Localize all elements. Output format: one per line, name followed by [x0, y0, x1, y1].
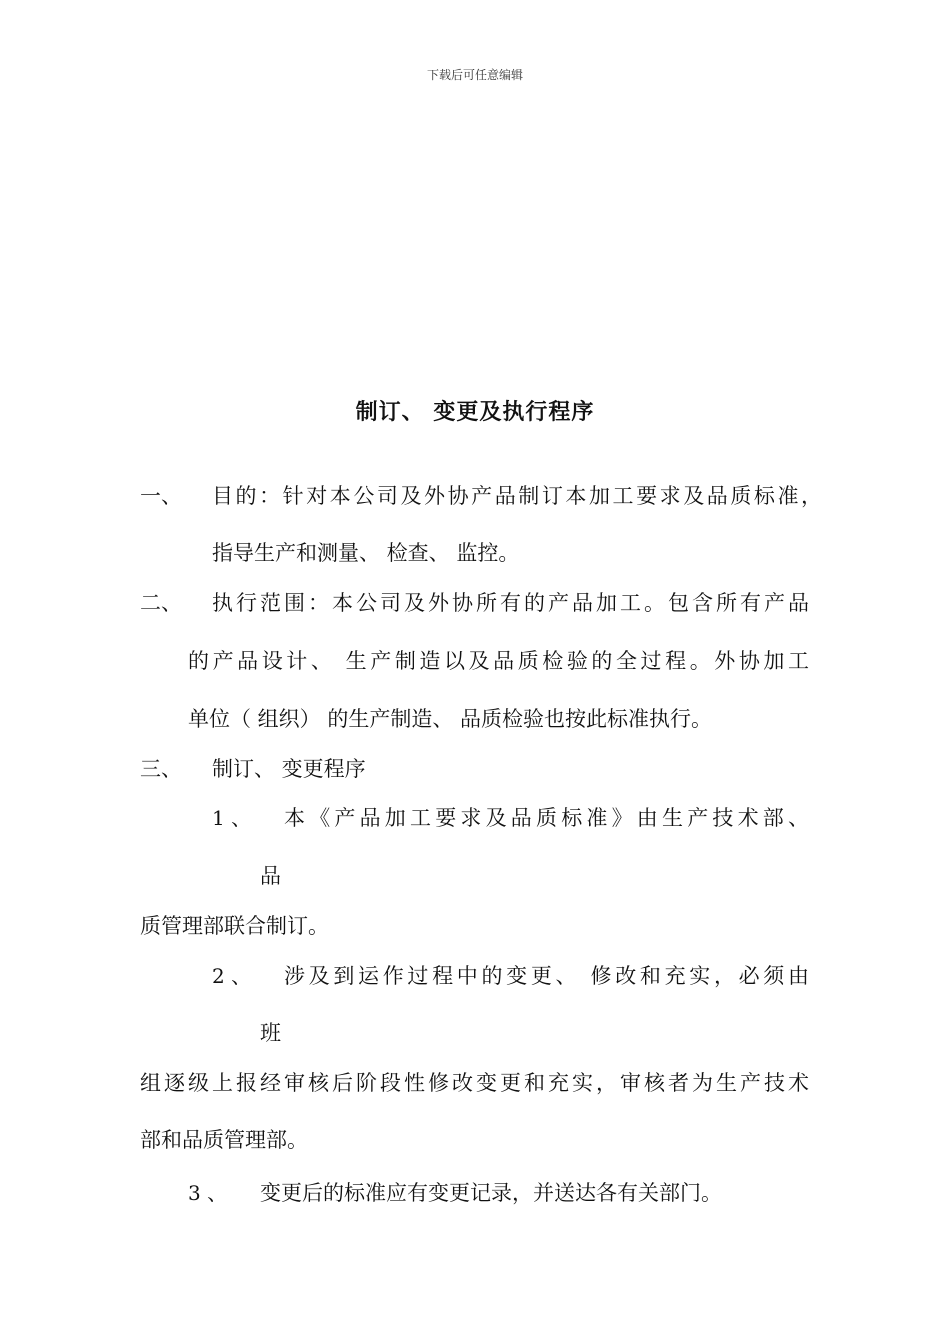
section-2-marker: 二、: [140, 591, 182, 615]
item-2-line-2: 班: [260, 1021, 281, 1045]
item-1-number: 1 、: [212, 806, 252, 830]
item-3-number: 3 、: [188, 1181, 228, 1205]
item-2-line-3: 组逐级上报经审核后阶段性修改变更和充实，审核者为生产技术: [140, 1071, 809, 1095]
item-2-number: 2 、: [212, 964, 252, 988]
section-2-line-3: 单位（ 组织） 的生产制造、 品质检验也按此标准执行。: [188, 707, 713, 731]
section-1-line-2: 指导生产和测量、 检查、 监控。: [212, 541, 520, 565]
section-1-marker: 一、: [140, 484, 182, 508]
section-2-line-2: 的产品设计、 生产制造以及品质检验的全过程。外协加工: [188, 649, 809, 673]
document-title: 制订、 变更及执行程序: [355, 400, 595, 425]
section-1-line-1: 目的：针对本公司及外协产品制订本加工要求及品质标准，: [212, 484, 822, 508]
item-2-line-4: 部和品质管理部。: [140, 1128, 308, 1152]
section-3-heading: 制订、 变更程序: [212, 757, 366, 781]
section-3-marker: 三、: [140, 757, 182, 781]
item-2-line-1: 涉及到运作过程中的变更、 修改和充实，必须由: [284, 964, 809, 988]
item-1-line-1: 本《产品加工要求及品质标准》由生产技术部、: [284, 806, 809, 830]
header-note: 下载后可任意编辑: [426, 68, 523, 82]
item-1-line-2: 品: [260, 864, 281, 888]
item-1-line-3: 质管理部联合制订。: [140, 914, 329, 938]
item-3-line-1: 变更后的标准应有变更记录，并送达各有关部门。: [260, 1181, 722, 1205]
section-2-line-1: 执行范围：本公司及外协所有的产品加工。包含所有产品: [212, 591, 809, 615]
